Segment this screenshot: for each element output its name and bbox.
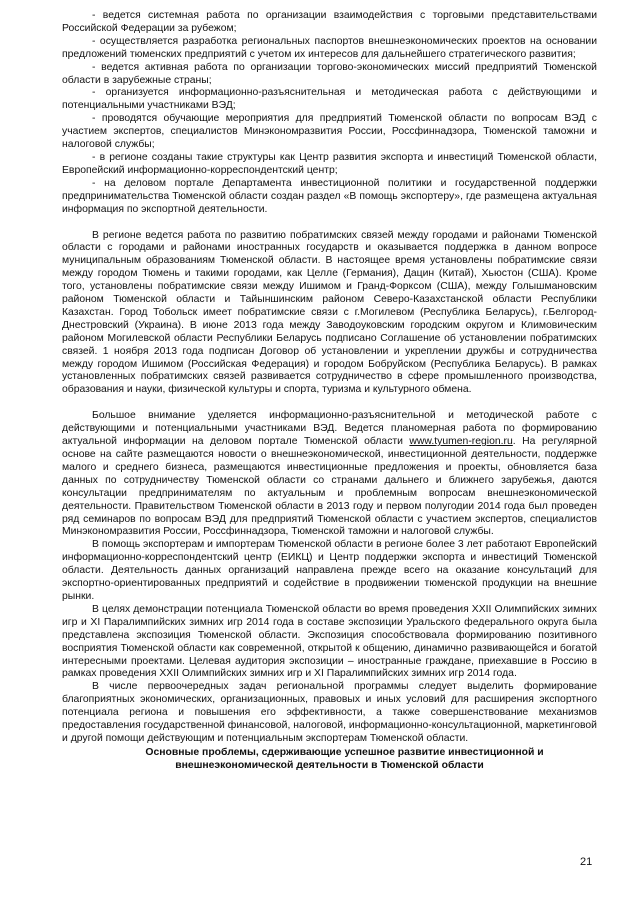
list-item: - осуществляется разработка региональных паспортов внешнеэкономических проектов на основании предложений тюменских предприятий с учетом их интересов для дальнейшего стратегического развития; [62,35,597,60]
paragraph-exporters: В помощь экспортерам и импортерам Тюменской области в регионе более 3 лет работают Европейский информационно-корреспондентский центр (ЕИКЦ) и Центр поддержки экспорта и инвестиций Тюменской области. Деятельность данных организаций направлена прежде всего на оказание консультаций для экспортно-ориентированных предприятий и содействие в продвижении тюменской продукции на внешние рынки. [62,539,597,602]
paragraph-olympics: В целях демонстрации потенциала Тюменской области во время проведения XXII Олимпийских зимних игр и XI Паралимпийских зимних игр 2014 года в составе экспозиции Уральского федерального округа была представлена экспозиция Тюменской области. Экспозиция способствовала формированию позитивного восприятия Тюменской области как современной, открытой к общению, динамично развивающейся и богатой интересными проектами. Целевая аудитория экспозиции – иностранные граждане, приехавшие в Россию в рамках проведения XXII Олимпийских зимних игр и XI Паралимпийских зимних игр 2014 года. [62,603,597,680]
paragraph-priorities: В числе первоочередных задач региональной программы следует выделить формирование благоприятных экономических, организационных, правовых и иных условий для расширения экспортного потенциала региона и повышения его эффективности, а также совершенствование механизмов предоставления государственной финансовой, налоговой, информационно-консультационной, маркетинговой и другой помощи действующим и потенциальным экспортерам Тюменской области. [62,681,597,744]
section-heading: Основные проблемы, сдерживающие успешное развитие инвестиционной и внешнеэкономической деятельности в Тюменской области [145,746,544,771]
document-page [62,10,597,772]
list-item: - проводятся обучающие мероприятия для предприятий Тюменской области по вопросам ВЭД с участием экспертов, специалистов Минэкономразвития России, Россфиннадзора, Тюменской таможни и налоговой службы; [62,113,597,151]
paragraph-info-text-end: . На регулярной основе на сайте размещаются новости о внешнеэкономической, инвестиционной деятельности, поддержке малого и среднего бизнеса, размещаются инвестиционные предложения и проекты, обновляется база данных по сотрудничеству Тюменской области со странами дальнего и ближнего зарубежья, даются консультации предпринимателям по актуальным и проблемным вопросам внешнеэкономической деятельности. Правительством Тюменской области в 2013 году и первом полугодии 2014 года был проведен ряд семинаров по вопросам ВЭД для предприятий Тюменской области с участием экспертов, специалистов Минэкономразвития России, Россфиннадзора, Тюменской таможни и налоговой службы. [62,436,598,538]
paragraph-twinning: В регионе ведется работа по развитию побратимских связей между городами и районами Тюменской области с городами и районами иностранных государств и оказывается поддержка в данном вопросе муниципальным образованиям Тюменской области. В настоящее время установлены побратимские связи между городом Тюмень и такими городами, как Целле (Германия), Дацин (Китай), Хьюстон (США). Кроме того, установлены побратимские связи между Ишимом и Гранд-Форксом (США), между Голышмановским районом Тюменской области и Тайыншинским районом Северо-Казахстанской области Республики Казахстан. Город Тобольск имеет побратимские связи с г.Могилевом (Республика Беларусь), г.Белгород-Днестровский (Украина). В июне 2013 года между Заводоуковским городским округом и Климовическим районом Могилевской области Республики Беларусь подписано Соглашение об установлении побратимских связей. 1 ноября 2013 года подписан Договор об установлении и укреплении дружбы и сотрудничества между городом Ишимом (Российская Федерация) и городом Бобруйском (Республика Беларусь). В рамках установленных побратимских связей развивается сотрудничество в сфере промышленного производства, образования и науки, физической культуры и спорта, туризма и культурного обмена. [62,229,597,396]
paragraph-info-text-start: Большое внимание уделяется информационно-разъяснительной и методической работе с действующими и потенциальными участниками ВЭД. Ведется планомерная работа по формированию актуальной информации на деловом портале Тюменской области [62,410,597,448]
list-item: - на деловом портале Департамента инвестиционной политики и государственной поддержки предпринимательства Тюменской области создан раздел «В помощь экспортеру», где размещена актуальная информация по экспортной деятельности. [62,177,597,215]
page-number: 21 [580,856,593,868]
list-item: - в регионе созданы такие структуры как Центр развития экспорта и инвестиций Тюменской области, Европейский информационно-корреспондентский центр; [62,151,597,176]
portal-link[interactable]: www.tyumen-region.ru [409,436,513,448]
paragraph-info-work [62,410,597,539]
list-item: - организуется информационно-разъяснительная и методическая работа с действующими и потенциальными участниками ВЭД; [62,87,597,112]
list-item: - ведется активная работа по организации торгово-экономических миссий предприятий Тюменской области в зарубежные страны; [62,61,597,86]
list-item: - ведется системная работа по организации взаимодействия с торговыми представительствами Российской Федерации за рубежом; [62,10,597,34]
